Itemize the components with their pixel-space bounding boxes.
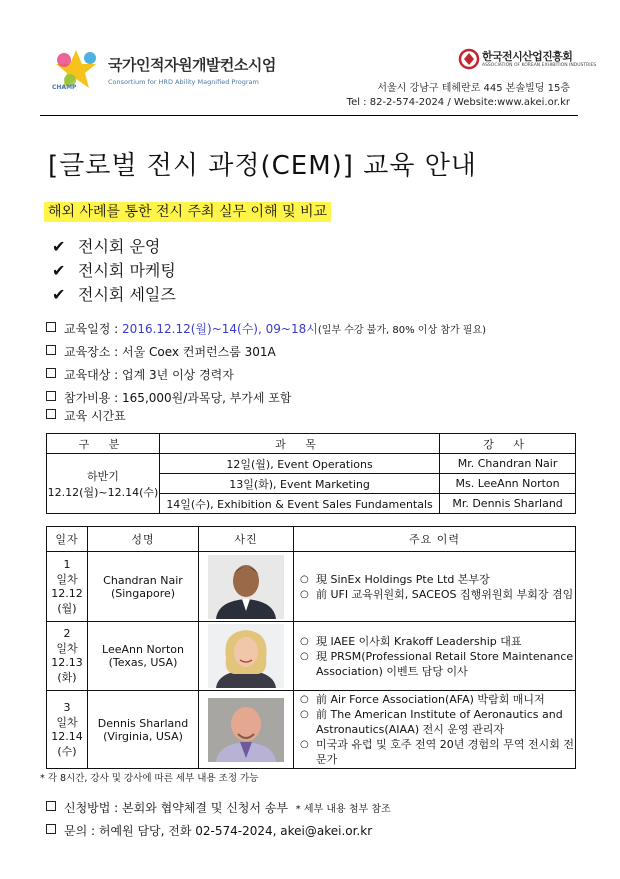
column-header: 과 목 <box>159 434 439 454</box>
instructor-photo <box>208 555 284 619</box>
square-bullet-icon <box>46 801 56 811</box>
column-header: 사진 <box>199 527 294 552</box>
champ-logo-title: 국가인적자원개발컨소시엄 <box>108 56 276 74</box>
instructor-cell: Ms. LeeAnn Norton <box>440 474 576 494</box>
table-header-row <box>47 527 576 552</box>
circle-bullet-icon: ○ <box>300 635 309 647</box>
day-cell: 2 일차 12.13 (화) <box>47 622 88 691</box>
instructor-photo <box>208 624 284 688</box>
akei-logo-english: ASSOCIATION OF KOREAN EXHIBITION INDUSTRIES <box>482 63 597 68</box>
column-header: 성명 <box>88 527 199 552</box>
photo-cell <box>199 552 294 622</box>
checklist-item: ✔ 전시회 운영 <box>52 237 161 256</box>
career-item: ○ 現 IAEE 이사회 Krakoff Leadership 대표 <box>300 634 522 648</box>
check-icon: ✔ <box>52 285 66 304</box>
akei-logo-icon <box>458 48 480 70</box>
page-title: [글로벌 전시 과정(CEM)] 교육 안내 <box>48 151 477 181</box>
checklist-item: ✔ 전시회 마케팅 <box>52 261 176 280</box>
table-row <box>47 691 576 769</box>
schedule-table <box>46 433 576 514</box>
champ-logo <box>52 44 276 96</box>
column-header: 구 분 <box>47 434 160 454</box>
career-item: ○ 現 SinEx Holdings Pte Ltd 본부장 <box>300 572 490 586</box>
instructor-table <box>46 526 576 769</box>
champ-logo-subtitle: Consortium for HRD Ability Magnified Program <box>108 78 259 86</box>
subject-cell: 13일(화), Event Marketing <box>159 474 439 494</box>
name-cell: Dennis Sharland (Virginia, USA) <box>88 691 199 769</box>
apply-method-note: * 세부 내용 첨부 참조 <box>295 804 391 815</box>
table-row <box>47 454 576 474</box>
akei-logo-name: 한국전시산업진흥회 <box>482 50 573 63</box>
checklist-item: ✔ 전시회 세일즈 <box>52 285 176 304</box>
instructor-cell: Mr. Dennis Sharland <box>440 494 576 514</box>
info-fee: 참가비용 : 165,000원/과목당, 부가세 포함 <box>46 389 291 407</box>
career-cell <box>294 622 576 691</box>
career-item: ○ 前 UFI 교육위원회, SACEOS 집행위원회 부회장 겸임 <box>300 587 574 601</box>
square-bullet-icon <box>46 824 56 834</box>
check-icon: ✔ <box>52 261 66 280</box>
circle-bullet-icon: ○ <box>300 739 309 750</box>
name-cell: LeeAnn Norton (Texas, USA) <box>88 622 199 691</box>
career-item: ○ 現 PRSM(Professional Retail Store Maintenance Association) 이벤트 담당 이사 <box>300 649 574 678</box>
career-item: ○ 미국과 유럽 및 호주 전역 20년 경험의 무역 전시회 전문가 <box>300 738 574 766</box>
photo-cell <box>199 622 294 691</box>
schedule-note: (일부 수강 불가, 80% 이상 참가 필요) <box>317 325 487 336</box>
header-divider <box>40 115 578 116</box>
career-item: ○ 前 Air Force Association(AFA) 박람회 매니저 <box>300 693 545 706</box>
info-schedule: 교육일정 : 2016.12.12(월)~14(수), 09~18시(일부 수강 불가, 80% 이상 참가 필요) <box>46 320 486 340</box>
photo-cell <box>199 691 294 769</box>
info-timetable: 교육 시간표 <box>46 407 126 425</box>
day-cell: 1 일차 12.12 (월) <box>47 552 88 622</box>
apply-method: 신청방법 : 본회와 협약체결 및 신청서 송부 * 세부 내용 첨부 참조 <box>46 799 391 816</box>
circle-bullet-icon: ○ <box>300 588 309 600</box>
footnote: * 각 8시간, 강사 및 강사에 따른 세부 내용 조정 가능 <box>40 773 259 784</box>
column-header: 강 사 <box>440 434 576 454</box>
square-bullet-icon <box>46 368 56 378</box>
period-cell: 하반기 12.12(월)~12.14(수) <box>47 454 160 514</box>
subject-cell: 12일(월), Event Operations <box>159 454 439 474</box>
circle-bullet-icon: ○ <box>300 573 309 585</box>
instructor-photo <box>208 698 284 762</box>
header-contact: Tel : 82-2-574-2024 / Website:www.akei.or.kr <box>346 97 570 108</box>
check-icon: ✔ <box>52 237 66 256</box>
name-cell: Chandran Nair (Singapore) <box>88 552 199 622</box>
day-cell: 3 일차 12.14 (수) <box>47 691 88 769</box>
square-bullet-icon <box>46 345 56 355</box>
info-venue: 교육장소 : 서울 Coex 컨퍼런스룸 301A <box>46 343 276 361</box>
column-header: 주요 이력 <box>294 527 576 552</box>
career-item: ○ 前 The American Institute of Aeronautics and Astronautics(AIAA) 전시 운영 관리자 <box>300 708 563 736</box>
header-address: 서울시 강남구 테헤란로 445 본솔빌딩 15층 <box>377 83 570 94</box>
instructor-cell: Mr. Chandran Nair <box>440 454 576 474</box>
header-address-block <box>347 82 570 110</box>
schedule-dates: 2016.12.12(월)~14(수), 09~18시 <box>122 322 318 336</box>
square-bullet-icon <box>46 391 56 401</box>
apply-contact: 문의 : 허예원 담당, 전화 02-574-2024, akei@akei.or.kr <box>46 822 372 839</box>
table-header-row <box>47 434 576 454</box>
career-cell <box>294 691 576 769</box>
table-row <box>47 552 576 622</box>
career-cell <box>294 552 576 622</box>
champ-logo-badge: CHAMP <box>52 84 77 91</box>
column-header: 일자 <box>47 527 88 552</box>
table-row <box>47 622 576 691</box>
circle-bullet-icon: ○ <box>300 650 309 662</box>
circle-bullet-icon: ○ <box>300 709 309 720</box>
circle-bullet-icon: ○ <box>300 694 309 705</box>
info-target: 교육대상 : 업계 3년 이상 경력자 <box>46 366 234 384</box>
page-subtitle: 해외 사례를 통한 전시 주최 실무 이해 및 비교 <box>44 202 331 222</box>
square-bullet-icon <box>46 409 56 419</box>
square-bullet-icon <box>46 322 56 332</box>
subject-cell: 14일(수), Exhibition & Event Sales Fundamentals <box>159 494 439 514</box>
akei-logo <box>458 46 598 76</box>
